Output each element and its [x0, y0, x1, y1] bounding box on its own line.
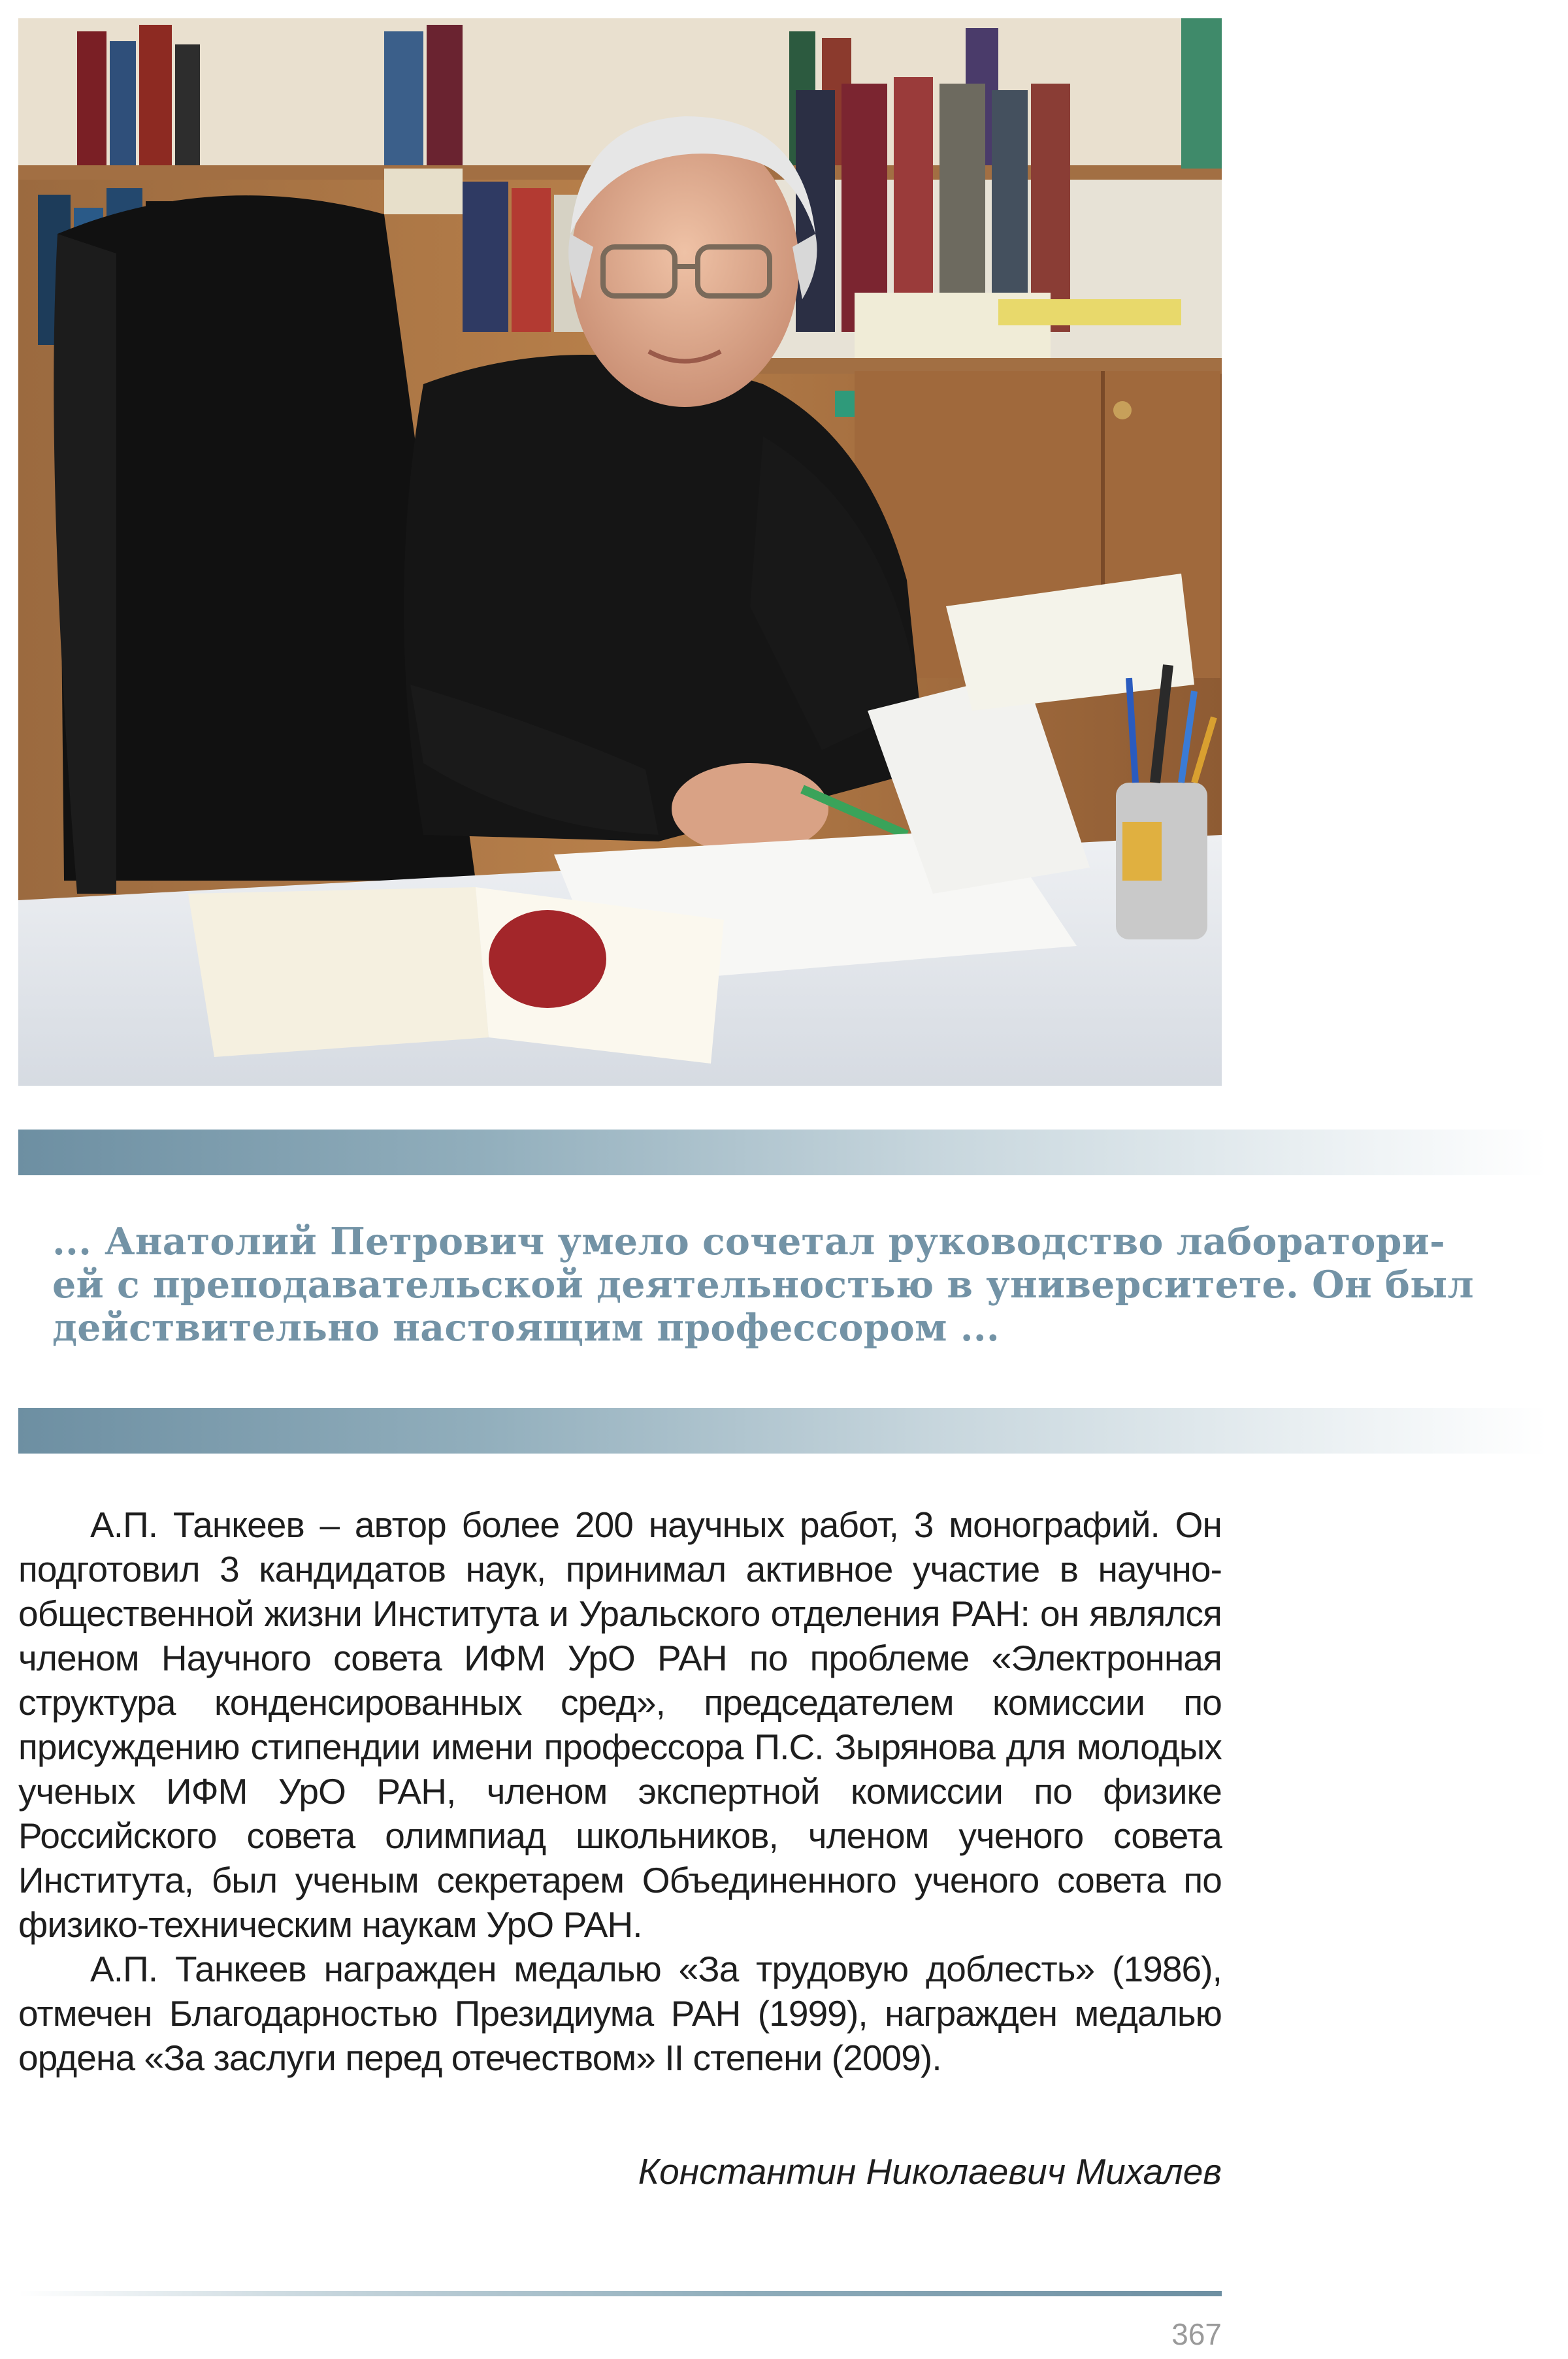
- body-paragraph: А.П. Танкеев награжден медалью «За трудовую доблесть» (1986), отмечен Благодарностью Президиума РАН (1999), награжден медалью ордена «За заслуги перед отечеством» II степени (2009).: [18, 1949, 1222, 2078]
- pull-quote-line: ей с преподавательской деятельностью в университете. Он был: [52, 1263, 1474, 1307]
- article-body: [18, 1503, 1222, 2080]
- author-signature: Константин Николаевич Михалев: [638, 2151, 1222, 2192]
- page-number: 367: [1171, 2317, 1222, 2351]
- decorative-band-top: [18, 1130, 1547, 1175]
- pull-quote-line: ... Анатолий Петрович умело сочетал руководство лаборатори-: [52, 1220, 1445, 1263]
- pull-quote-line: действительно настоящим профессором ...: [52, 1306, 1000, 1350]
- footer-rule: [18, 2291, 1222, 2296]
- portrait-photo-illustration: [18, 18, 1222, 1086]
- pull-quote: [52, 1220, 1542, 1350]
- decorative-band-bottom: [18, 1408, 1547, 1454]
- portrait-photo: [18, 18, 1222, 1086]
- body-paragraph: А.П. Танкеев – автор более 200 научных работ, 3 монографий. Он подготовил 3 кандидатов наук, принимал активное участие в научно-общественной жизни Института и Уральского отделения РАН: он являлся членом Научного совета ИФМ УрО РАН по проблеме «Электронная структура конденсированных сред», председателем комиссии по присуждению стипендии имени профессора П.С. Зырянова для молодых ученых ИФМ УрО РАН, членом экспертной комиссии по физике Российского совета олимпиад школьников, членом ученого совета Института, был ученым секретарем Объединенного ученого совета по физико-техническим наукам УрО РАН.: [18, 1505, 1222, 1945]
